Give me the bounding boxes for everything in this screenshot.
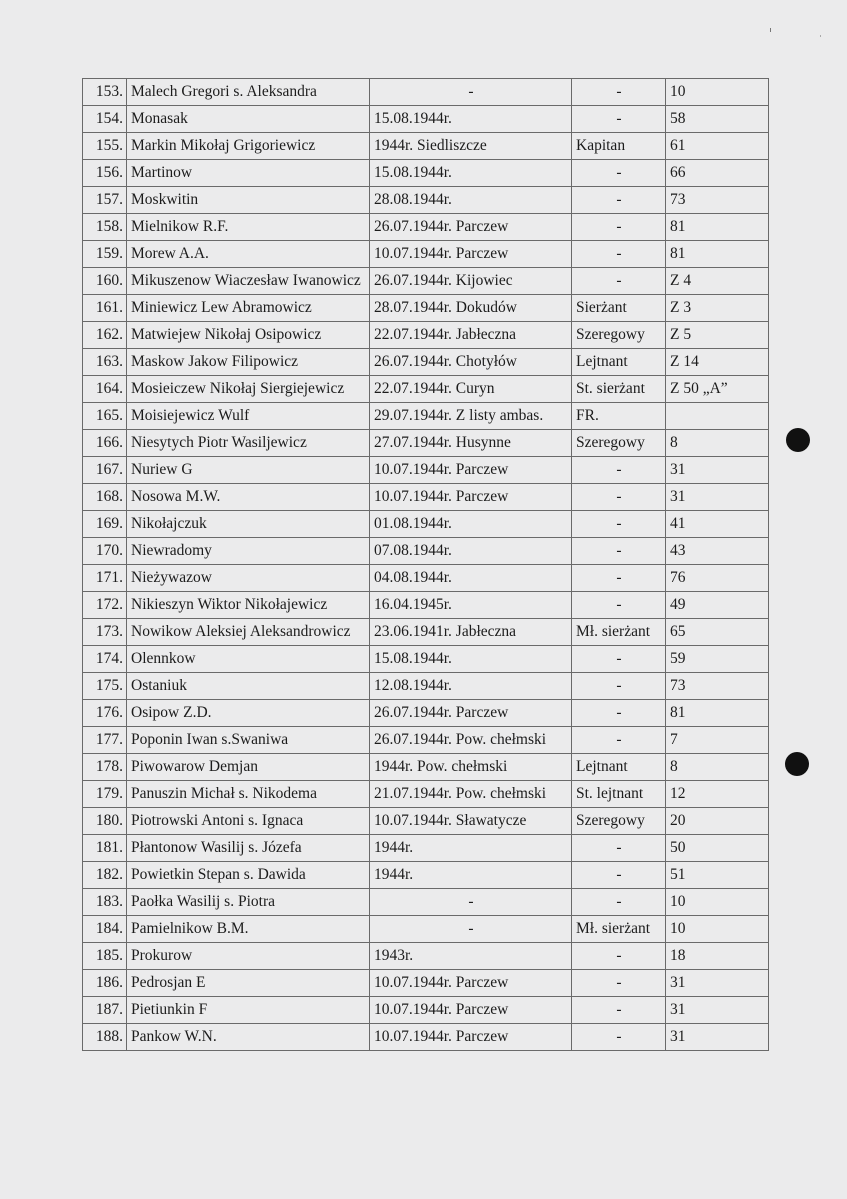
date-place-cell: 1943r.	[370, 943, 572, 970]
punch-hole	[786, 428, 810, 452]
date-place-cell: 28.07.1944r. Dokudów	[370, 295, 572, 322]
military-rank-cell: Szeregowy	[572, 808, 666, 835]
person-name-cell: Pedrosjan E	[127, 970, 370, 997]
reference-number-cell: 31	[666, 484, 769, 511]
date-place-cell: 28.08.1944r.	[370, 187, 572, 214]
table-row	[83, 727, 769, 754]
person-name-cell: Mielnikow R.F.	[127, 214, 370, 241]
table-row	[83, 700, 769, 727]
date-place-cell: -	[370, 916, 572, 943]
person-name-cell: Nuriew G	[127, 457, 370, 484]
military-rank-cell: -	[572, 565, 666, 592]
person-name-cell: Prokurow	[127, 943, 370, 970]
reference-number-cell: 31	[666, 457, 769, 484]
table-row	[83, 322, 769, 349]
military-rank-cell: Sierżant	[572, 295, 666, 322]
military-rank-cell: -	[572, 727, 666, 754]
person-name-cell: Nieżywazow	[127, 565, 370, 592]
person-name-cell: Pietiunkin F	[127, 997, 370, 1024]
table-row	[83, 862, 769, 889]
date-place-cell: 10.07.1944r. Parczew	[370, 484, 572, 511]
person-name-cell: Pankow W.N.	[127, 1024, 370, 1051]
table-row	[83, 565, 769, 592]
military-rank-cell: Szeregowy	[572, 322, 666, 349]
row-number-cell: 166.	[83, 430, 127, 457]
row-number-cell: 188.	[83, 1024, 127, 1051]
reference-number-cell: 81	[666, 214, 769, 241]
reference-number-cell: 8	[666, 754, 769, 781]
date-place-cell: 21.07.1944r. Pow. chełmski	[370, 781, 572, 808]
table-row	[83, 781, 769, 808]
reference-number-cell: 51	[666, 862, 769, 889]
row-number-cell: 165.	[83, 403, 127, 430]
reference-number-cell: 81	[666, 700, 769, 727]
person-name-cell: Morew A.A.	[127, 241, 370, 268]
date-place-cell: 10.07.1944r. Parczew	[370, 457, 572, 484]
reference-number-cell: 73	[666, 187, 769, 214]
row-number-cell: 179.	[83, 781, 127, 808]
military-rank-cell: -	[572, 970, 666, 997]
military-rank-cell: -	[572, 997, 666, 1024]
scan-speck	[820, 35, 821, 37]
row-number-cell: 159.	[83, 241, 127, 268]
table-row	[83, 538, 769, 565]
military-rank-cell: -	[572, 268, 666, 295]
military-rank-cell: -	[572, 484, 666, 511]
table-row	[83, 484, 769, 511]
date-place-cell: 01.08.1944r.	[370, 511, 572, 538]
row-number-cell: 157.	[83, 187, 127, 214]
date-place-cell: 26.07.1944r. Pow. chełmski	[370, 727, 572, 754]
reference-number-cell: 31	[666, 997, 769, 1024]
reference-number-cell: 7	[666, 727, 769, 754]
military-rank-cell: -	[572, 187, 666, 214]
person-name-cell: Piotrowski Antoni s. Ignaca	[127, 808, 370, 835]
person-name-cell: Nosowa M.W.	[127, 484, 370, 511]
military-rank-cell: St. lejtnant	[572, 781, 666, 808]
table-row	[83, 403, 769, 430]
table-row	[83, 430, 769, 457]
date-place-cell: 1944r. Siedliszcze	[370, 133, 572, 160]
reference-number-cell: 10	[666, 79, 769, 106]
date-place-cell: 10.07.1944r. Parczew	[370, 241, 572, 268]
date-place-cell: 23.06.1941r. Jabłeczna	[370, 619, 572, 646]
reference-number-cell: 31	[666, 970, 769, 997]
row-number-cell: 187.	[83, 997, 127, 1024]
military-rank-cell: St. sierżant	[572, 376, 666, 403]
military-rank-cell: -	[572, 673, 666, 700]
date-place-cell: 22.07.1944r. Curyn	[370, 376, 572, 403]
reference-number-cell: 65	[666, 619, 769, 646]
military-rank-cell: -	[572, 1024, 666, 1051]
date-place-cell: 1944r.	[370, 835, 572, 862]
military-rank-cell: -	[572, 79, 666, 106]
person-name-cell: Moskwitin	[127, 187, 370, 214]
date-place-cell: -	[370, 79, 572, 106]
military-rank-cell: Lejtnant	[572, 754, 666, 781]
reference-number-cell	[666, 403, 769, 430]
row-number-cell: 161.	[83, 295, 127, 322]
table-row	[83, 268, 769, 295]
military-rank-cell: -	[572, 538, 666, 565]
row-number-cell: 176.	[83, 700, 127, 727]
table-row	[83, 592, 769, 619]
reference-number-cell: 81	[666, 241, 769, 268]
reference-number-cell: 10	[666, 916, 769, 943]
date-place-cell: 22.07.1944r. Jabłeczna	[370, 322, 572, 349]
person-name-cell: Mikuszenow Wiaczesław Iwanowicz	[127, 268, 370, 295]
row-number-cell: 169.	[83, 511, 127, 538]
table-row	[83, 997, 769, 1024]
table-row	[83, 754, 769, 781]
reference-number-cell: Z 4	[666, 268, 769, 295]
reference-number-cell: 50	[666, 835, 769, 862]
table-row	[83, 187, 769, 214]
person-name-cell: Nikieszyn Wiktor Nikołajewicz	[127, 592, 370, 619]
person-name-cell: Mosieiczew Nikołaj Siergiejewicz	[127, 376, 370, 403]
date-place-cell: 26.07.1944r. Chotyłów	[370, 349, 572, 376]
table-row	[83, 79, 769, 106]
row-number-cell: 164.	[83, 376, 127, 403]
row-number-cell: 172.	[83, 592, 127, 619]
row-number-cell: 185.	[83, 943, 127, 970]
date-place-cell: 15.08.1944r.	[370, 646, 572, 673]
date-place-cell: 10.07.1944r. Parczew	[370, 1024, 572, 1051]
military-rank-cell: Mł. sierżant	[572, 619, 666, 646]
row-number-cell: 178.	[83, 754, 127, 781]
row-number-cell: 181.	[83, 835, 127, 862]
person-name-cell: Poponin Iwan s.Swaniwa	[127, 727, 370, 754]
person-name-cell: Maskow Jakow Filipowicz	[127, 349, 370, 376]
person-name-cell: Matwiejew Nikołaj Osipowicz	[127, 322, 370, 349]
reference-number-cell: 8	[666, 430, 769, 457]
table-row	[83, 214, 769, 241]
person-name-cell: Nowikow Aleksiej Aleksandrowicz	[127, 619, 370, 646]
table-row	[83, 133, 769, 160]
reference-number-cell: 10	[666, 889, 769, 916]
row-number-cell: 175.	[83, 673, 127, 700]
punch-hole	[785, 752, 809, 776]
reference-number-cell: 49	[666, 592, 769, 619]
date-place-cell: 12.08.1944r.	[370, 673, 572, 700]
person-name-cell: Malech Gregori s. Aleksandra	[127, 79, 370, 106]
table-row	[83, 943, 769, 970]
row-number-cell: 177.	[83, 727, 127, 754]
person-name-cell: Martinow	[127, 160, 370, 187]
reference-number-cell: Z 14	[666, 349, 769, 376]
table-row	[83, 106, 769, 133]
date-place-cell: 16.04.1945r.	[370, 592, 572, 619]
reference-number-cell: Z 5	[666, 322, 769, 349]
reference-number-cell: Z 3	[666, 295, 769, 322]
table-row	[83, 916, 769, 943]
date-place-cell: 27.07.1944r. Husynne	[370, 430, 572, 457]
table-row	[83, 889, 769, 916]
scan-speck	[770, 28, 771, 32]
table-row	[83, 646, 769, 673]
person-name-cell: Powietkin Stepan s. Dawida	[127, 862, 370, 889]
military-rank-cell: -	[572, 106, 666, 133]
row-number-cell: 168.	[83, 484, 127, 511]
reference-number-cell: 12	[666, 781, 769, 808]
reference-number-cell: 58	[666, 106, 769, 133]
date-place-cell: -	[370, 889, 572, 916]
person-name-cell: Piwowarow Demjan	[127, 754, 370, 781]
row-number-cell: 184.	[83, 916, 127, 943]
date-place-cell: 15.08.1944r.	[370, 160, 572, 187]
row-number-cell: 182.	[83, 862, 127, 889]
military-rank-cell: FR.	[572, 403, 666, 430]
military-rank-cell: Mł. sierżant	[572, 916, 666, 943]
reference-number-cell: 61	[666, 133, 769, 160]
row-number-cell: 171.	[83, 565, 127, 592]
person-name-cell: Olennkow	[127, 646, 370, 673]
military-rank-cell: -	[572, 700, 666, 727]
military-rank-cell: -	[572, 214, 666, 241]
reference-number-cell: 20	[666, 808, 769, 835]
row-number-cell: 173.	[83, 619, 127, 646]
military-rank-cell: -	[572, 241, 666, 268]
row-number-cell: 180.	[83, 808, 127, 835]
table-row	[83, 1024, 769, 1051]
person-name-cell: Pamielnikow B.M.	[127, 916, 370, 943]
date-place-cell: 07.08.1944r.	[370, 538, 572, 565]
row-number-cell: 186.	[83, 970, 127, 997]
date-place-cell: 26.07.1944r. Parczew	[370, 214, 572, 241]
row-number-cell: 154.	[83, 106, 127, 133]
person-name-cell: Płantonow Wasilij s. Józefa	[127, 835, 370, 862]
date-place-cell: 10.07.1944r. Sławatycze	[370, 808, 572, 835]
table-row	[83, 457, 769, 484]
person-name-cell: Ostaniuk	[127, 673, 370, 700]
row-number-cell: 160.	[83, 268, 127, 295]
row-number-cell: 162.	[83, 322, 127, 349]
military-rank-cell: -	[572, 889, 666, 916]
military-rank-cell: Lejtnant	[572, 349, 666, 376]
person-name-cell: Miniewicz Lew Abramowicz	[127, 295, 370, 322]
reference-number-cell: 59	[666, 646, 769, 673]
row-number-cell: 155.	[83, 133, 127, 160]
table-row	[83, 376, 769, 403]
military-rank-cell: -	[572, 592, 666, 619]
reference-number-cell: 66	[666, 160, 769, 187]
table-row	[83, 835, 769, 862]
row-number-cell: 183.	[83, 889, 127, 916]
table-row	[83, 511, 769, 538]
reference-number-cell: 31	[666, 1024, 769, 1051]
date-place-cell: 1944r.	[370, 862, 572, 889]
table-row	[83, 970, 769, 997]
reference-number-cell: 43	[666, 538, 769, 565]
row-number-cell: 156.	[83, 160, 127, 187]
person-name-cell: Niesytych Piotr Wasiljewicz	[127, 430, 370, 457]
row-number-cell: 174.	[83, 646, 127, 673]
person-name-cell: Markin Mikołaj Grigoriewicz	[127, 133, 370, 160]
reference-number-cell: 73	[666, 673, 769, 700]
date-place-cell: 26.07.1944r. Parczew	[370, 700, 572, 727]
date-place-cell: 29.07.1944r. Z listy ambas.	[370, 403, 572, 430]
military-rank-cell: -	[572, 511, 666, 538]
table-row	[83, 241, 769, 268]
table-row	[83, 808, 769, 835]
records-table-body	[83, 79, 769, 1051]
date-place-cell: 1944r. Pow. chełmski	[370, 754, 572, 781]
row-number-cell: 158.	[83, 214, 127, 241]
person-name-cell: Moisiejewicz Wulf	[127, 403, 370, 430]
person-name-cell: Nikołajczuk	[127, 511, 370, 538]
row-number-cell: 167.	[83, 457, 127, 484]
row-number-cell: 153.	[83, 79, 127, 106]
date-place-cell: 10.07.1944r. Parczew	[370, 970, 572, 997]
date-place-cell: 10.07.1944r. Parczew	[370, 997, 572, 1024]
table-row	[83, 160, 769, 187]
row-number-cell: 170.	[83, 538, 127, 565]
reference-number-cell: 76	[666, 565, 769, 592]
military-rank-cell: -	[572, 457, 666, 484]
person-name-cell: Paołka Wasilij s. Piotra	[127, 889, 370, 916]
military-rank-cell: -	[572, 943, 666, 970]
person-name-cell: Osipow Z.D.	[127, 700, 370, 727]
table-row	[83, 619, 769, 646]
table-row	[83, 295, 769, 322]
table-row	[83, 349, 769, 376]
table-row	[83, 673, 769, 700]
reference-number-cell: Z 50 „A”	[666, 376, 769, 403]
records-table	[82, 78, 769, 1051]
row-number-cell: 163.	[83, 349, 127, 376]
person-name-cell: Monasak	[127, 106, 370, 133]
military-rank-cell: -	[572, 160, 666, 187]
reference-number-cell: 18	[666, 943, 769, 970]
military-rank-cell: -	[572, 862, 666, 889]
person-name-cell: Panuszin Michał s. Nikodema	[127, 781, 370, 808]
military-rank-cell: Kapitan	[572, 133, 666, 160]
reference-number-cell: 41	[666, 511, 769, 538]
date-place-cell: 04.08.1944r.	[370, 565, 572, 592]
person-name-cell: Niewradomy	[127, 538, 370, 565]
date-place-cell: 15.08.1944r.	[370, 106, 572, 133]
military-rank-cell: -	[572, 835, 666, 862]
military-rank-cell: -	[572, 646, 666, 673]
date-place-cell: 26.07.1944r. Kijowiec	[370, 268, 572, 295]
military-rank-cell: Szeregowy	[572, 430, 666, 457]
